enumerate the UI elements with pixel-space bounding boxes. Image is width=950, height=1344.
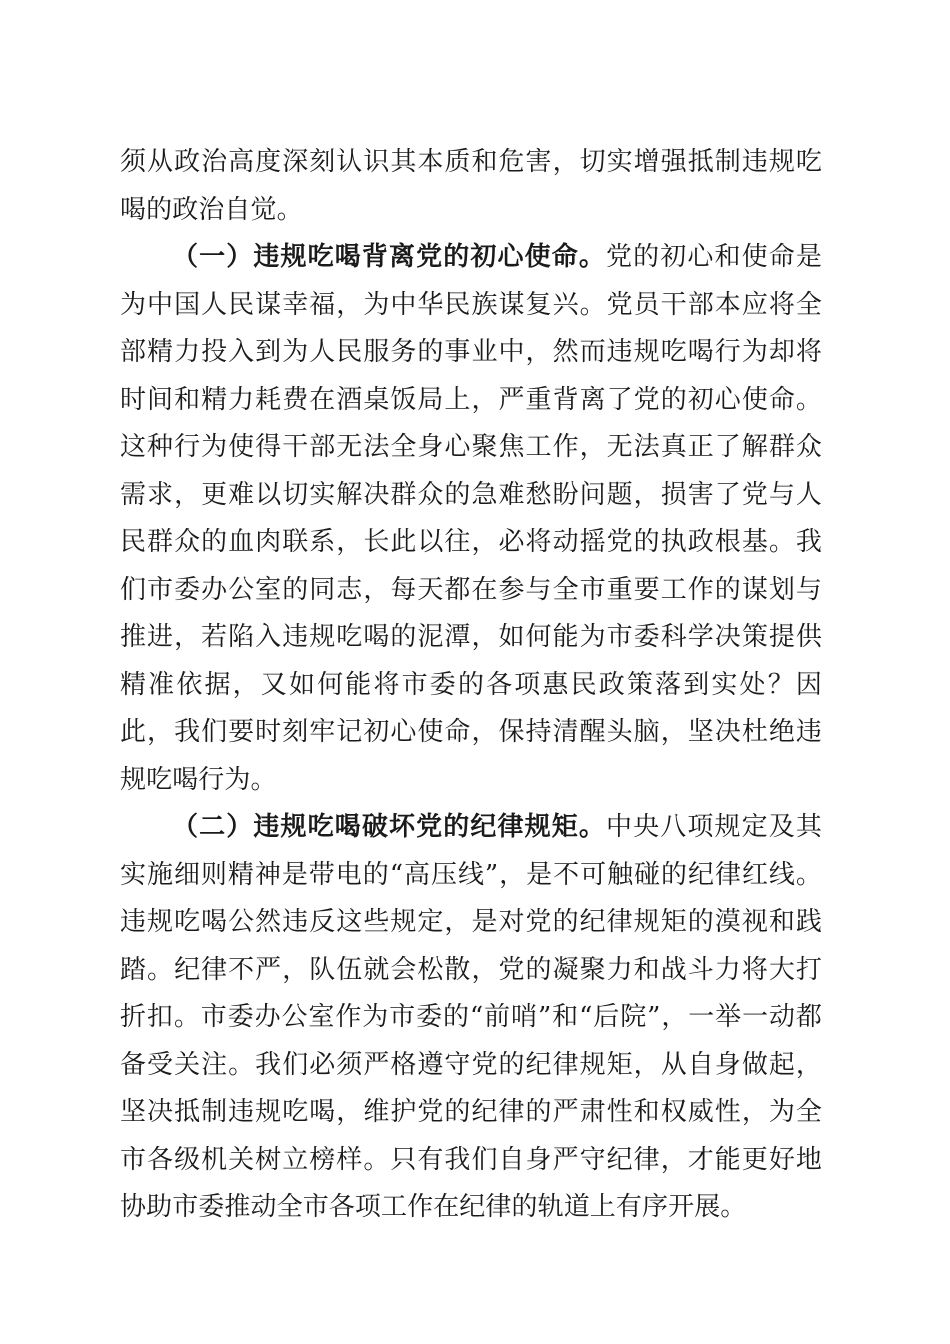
section-heading-1: （一）违规吃喝背离党的初心使命。: [172, 242, 607, 272]
paragraph-body: 中央八项规定及其实施细则精神是带电的“高压线”，是不可触碰的纪律红线。违规吃喝公然违反这些规定，是对党的纪律规矩的漠视和践踏。纪律不严，队伍就会松散，党的凝聚力和战斗力将大打折扣。市委办公室作为市委的“前哨”和“后院”，一举一动都备受关注。我们必须严格遵守党的纪律规矩，从自身做起，坚决抵制违规吃喝，维护党的纪律的严肃性和权威性，为全市各级机关树立榜样。只有我们自身严守纪律，才能更好地协助市委推动全市各项工作在纪律的轨道上有序开展。: [120, 812, 822, 1222]
paragraph-section-1: [120, 234, 822, 804]
paragraph-continuation: [120, 139, 822, 234]
paragraph-body: 党的初心和使命是为中国人民谋幸福，为中华民族谋复兴。党员干部本应将全部精力投入到为人民服务的事业中，然而违规吃喝行为却将时间和精力耗费在酒桌饭局上，严重背离了党的初心使命。这种行为使得干部无法全身心聚焦工作，无法真正了解群众需求，更难以切实解决群众的急难愁盼问题，损害了党与人民群众的血肉联系，长此以往，必将动摇党的执政根基。我们市委办公室的同志，每天都在参与全市重要工作的谋划与推进，若陷入违规吃喝的泥潭，如何能为市委科学决策提供精准依据，又如何能将市委的各项惠民政策落到实处？因此，我们要时刻牢记初心使命，保持清醒头脑，坚决杜绝违规吃喝行为。: [120, 242, 822, 795]
document-page: [120, 139, 822, 1232]
section-heading-2: （二）违规吃喝破坏党的纪律规矩。: [172, 812, 607, 842]
paragraph-section-2: [120, 804, 822, 1232]
paragraph-body: 须从政治高度深刻认识其本质和危害，切实增强抵制违规吃喝的政治自觉。: [120, 147, 822, 225]
